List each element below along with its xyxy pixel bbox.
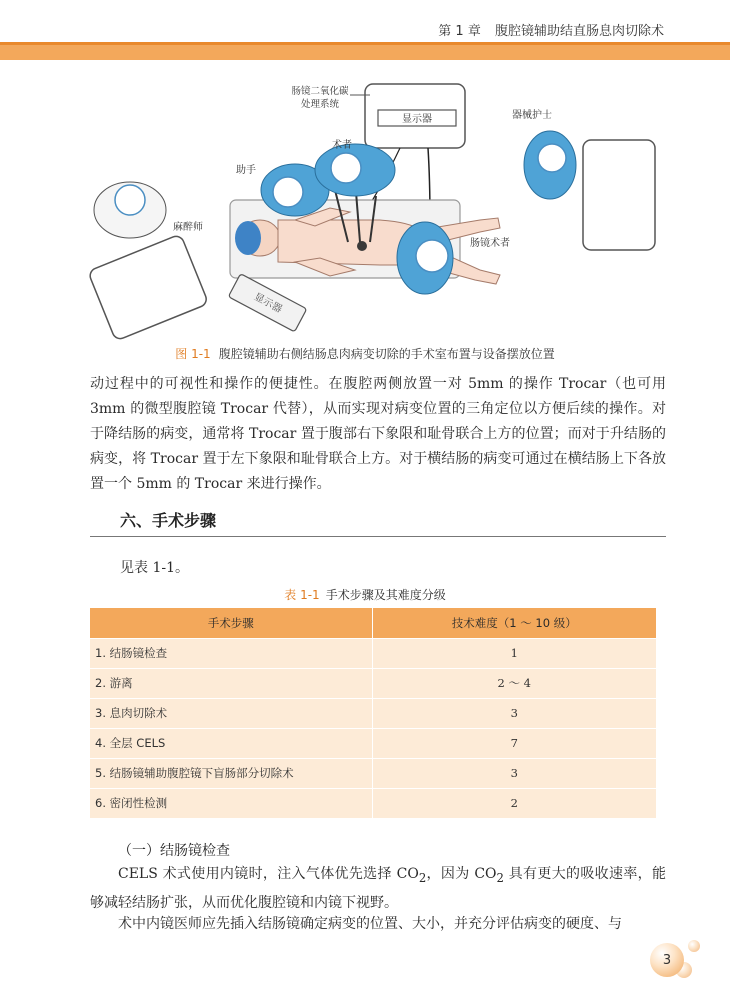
table-header-cell: 手术步骤 [90, 608, 372, 638]
body-paragraph: 动过程中的可视性和操作的便捷性。在腹腔两侧放置一对 5mm 的操作 Trocar（也可用 3mm 的微型腹腔镜 Trocar 代替），从而实现对病变位置的三角定位以方便后续的操作。对于降结肠的病变，通常将 Trocar 置于腹部右下象限和耻骨联合上方的位置；而对于升结肠的病变，将 Trocar 置于左下象限和耻骨联合上方。对于横结肠的病变可通过在横结肠上下各放置一个 5mm 的 Trocar 来进行操作。 [90, 376, 666, 492]
instrument-table [583, 140, 655, 250]
table-caption-text: 手术步骤及其难度分级 [325, 588, 446, 602]
table-header-row [90, 608, 657, 638]
subsection-paragraph-2: 术中内镜医师应先插入结肠镜确定病变的位置、大小，并充分评估病变的硬度、与 [118, 916, 622, 932]
table-cell: 4. 全层 CELS [90, 728, 372, 758]
table-cell: 1. 结肠镜检查 [90, 638, 372, 668]
operating-room-figure [80, 70, 660, 340]
figure-caption [0, 345, 730, 362]
figure-caption-text: 腹腔镜辅助右侧结肠息肉病变切除的手术室布置与设备摆放位置 [218, 347, 555, 361]
subscript-2: 2 [418, 870, 427, 885]
monitor-bottom-label: 显示器 [251, 291, 284, 316]
page-header [0, 0, 730, 62]
co2-label-line1: 肠镜二氧化碳 [291, 86, 349, 97]
surgeon-head [331, 153, 361, 183]
table-row [90, 758, 657, 788]
table-row [90, 698, 657, 728]
table-header-cell: 技术难度（1 ～ 10 级） [372, 608, 657, 638]
text-span: 具有更大的吸收速率，能够减轻结肠扩张，从而优化腹腔镜和内镜下视野。 [90, 866, 666, 911]
anesthetist-label: 麻醉师 [173, 222, 203, 233]
running-header [438, 20, 664, 39]
table-cell: 1 [372, 638, 657, 668]
subsection-title: （一）结肠镜检查 [118, 843, 230, 859]
section-rule [90, 536, 666, 537]
table-row [90, 788, 657, 818]
table-row [90, 728, 657, 758]
assistant-head [273, 177, 303, 207]
page-number: 3 [650, 943, 684, 977]
anesthesia-table [88, 234, 209, 340]
table-cell: 2 [372, 788, 657, 818]
anesthetist-head [115, 185, 145, 215]
chapter-number: 第 1 章 [438, 24, 481, 39]
table-cell: 3 [372, 698, 657, 728]
assistant-label: 助手 [236, 165, 256, 176]
header-rule [0, 45, 730, 60]
table-cell: 3 [372, 758, 657, 788]
table-cell: 5. 结肠镜辅助腹腔镜下盲肠部分切除术 [90, 758, 372, 788]
table-cell: 7 [372, 728, 657, 758]
text-span: ，因为 CO [426, 866, 497, 882]
table-cell: 2. 游离 [90, 668, 372, 698]
decorative-bubble [688, 940, 700, 952]
see-table-text: 见表 1-1。 [120, 560, 189, 576]
table-caption [0, 586, 730, 603]
monitor-top-label: 显示器 [402, 114, 432, 125]
table-cell: 6. 密闭性检测 [90, 788, 372, 818]
subscript-2: 2 [496, 870, 504, 885]
surgeon-label: 术者 [332, 140, 352, 151]
subsection-paragraph-1 [90, 862, 666, 916]
table-number: 表 1-1 [284, 588, 320, 602]
table-row [90, 668, 657, 698]
chapter-title: 腹腔镜辅助结直肠息肉切除术 [494, 24, 664, 39]
scrub-nurse-label: 器械护士 [512, 110, 552, 121]
scrub-nurse-head [538, 144, 566, 172]
endoscopist-label: 肠镜术者 [470, 238, 510, 249]
section-title: 六、手术步骤 [120, 511, 217, 530]
table-row [90, 638, 657, 668]
steps-table [90, 608, 657, 818]
co2-label-line2: 处理系统 [300, 99, 340, 110]
patient-cap [235, 221, 261, 255]
table-cell: 3. 息肉切除术 [90, 698, 372, 728]
endoscopist-head [416, 240, 448, 272]
text-span: CELS 术式使用内镜时，注入气体优先选择 CO [118, 866, 419, 882]
table-cell: 2 ～ 4 [372, 668, 657, 698]
figure-number: 图 1-1 [175, 347, 211, 361]
